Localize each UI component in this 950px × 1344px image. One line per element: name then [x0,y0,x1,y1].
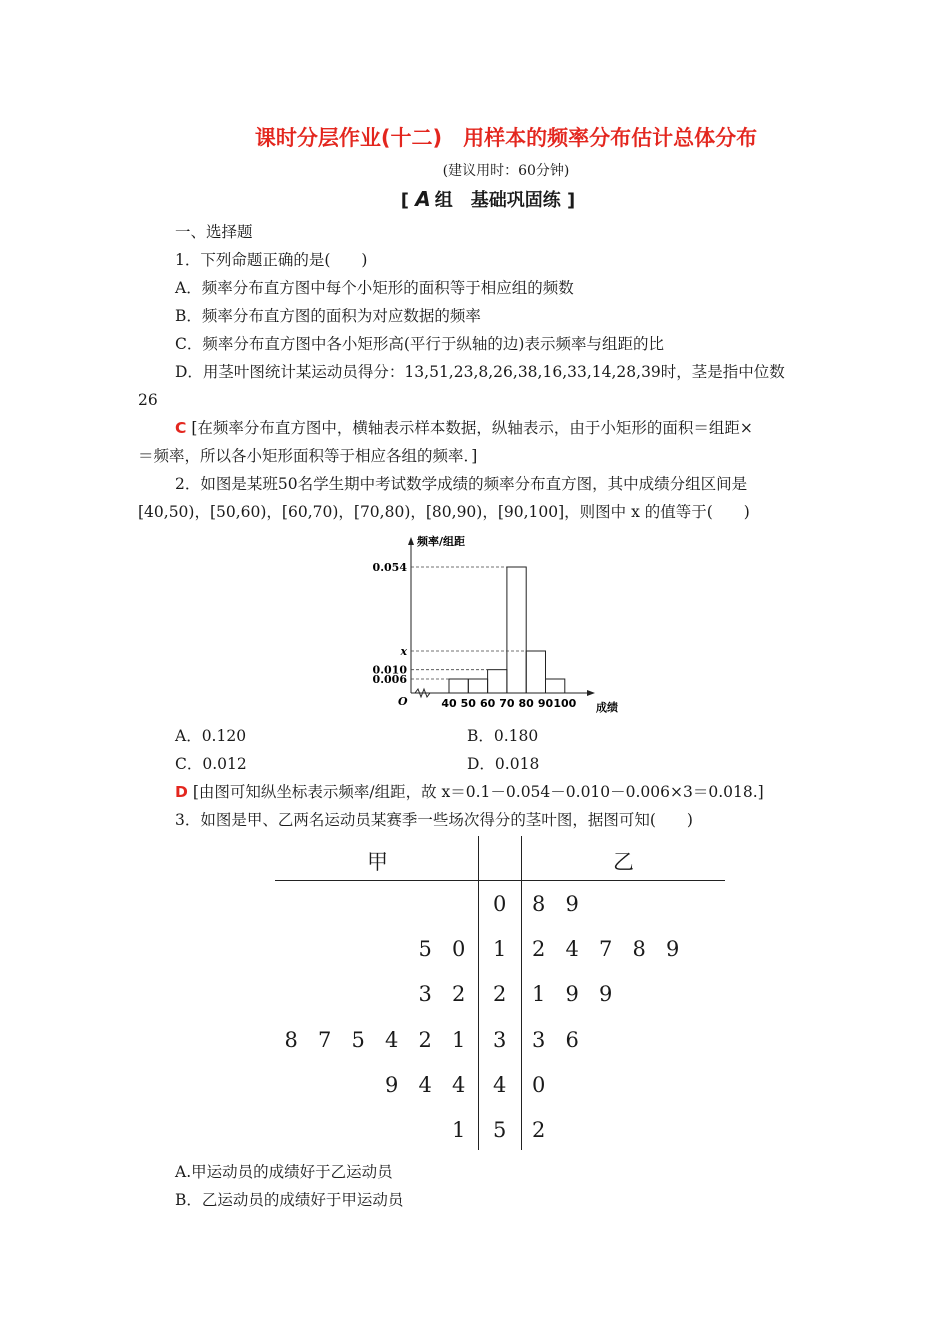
stem-leaf-stem: 3 [493,1028,507,1052]
stem-leaf-right-leaf: 9 [666,937,680,961]
q2-option-d: D．0.018 [467,755,540,773]
q3-option-a: A.甲运动员的成绩好于乙运动员 [175,1163,393,1181]
stem-leaf-header-rule [275,880,725,881]
stem-leaf-left-leaf: 8 [284,1028,298,1052]
histogram-bar [507,567,526,693]
stem-leaf-stem: 2 [493,982,507,1006]
section-label: 一、选择题 [175,223,253,241]
stem-leaf-right-leaf: 9 [565,892,579,916]
x-tick-label: 60 [479,697,496,710]
stem-leaf-left-leaf: 2 [452,982,466,1006]
x-tick-label: 70 [499,697,515,710]
q3-option-b: B．乙运动员的成绩好于甲运动员 [175,1191,404,1209]
stem-leaf-stem: 0 [493,892,507,916]
x-axis-arrow [587,690,595,696]
page-title: 课时分层作业(十二) 用样本的频率分布估计总体分布 [254,126,758,150]
q2-option-c: C．0.012 [175,755,247,773]
histogram-bar [488,670,507,693]
q1-option-d: D．用茎叶图统计某运动员得分：13,51,23,8,26,38,16,33,14,28,39时，茎是指中位数 [175,363,785,381]
histogram-bar [449,679,468,693]
q2-option-b: B．0.180 [467,727,539,745]
stem-leaf-left-leaf: 7 [318,1028,332,1052]
time-hint: (建议用时：60分钟) [442,163,570,179]
q1-option-b: B．频率分布直方图的面积为对应数据的频率 [175,307,481,325]
stem-leaf-left-leaf: 1 [452,1028,466,1052]
y-axis-label: 频率/组距 [417,535,466,548]
stem-leaf-left-leaf: 5 [351,1028,365,1052]
stem-leaf-divider-right [521,836,522,1150]
x-tick-label: 40 [441,697,457,710]
q1-explanation-cont: ＝频率，所以各小矩形面积等于相应各组的频率．] [138,447,478,465]
q2-option-a: A．0.120 [175,727,247,745]
stem-leaf-left-leaf: 9 [385,1073,399,1097]
q2-explanation: [由图可知纵坐标表示频率/组距，故 x＝0.1－0.054－0.010－0.006×3＝0.018.] [192,783,764,801]
y-tick-label: 0.006 [372,673,407,686]
stem-leaf-left-header: 甲 [367,850,388,874]
stem-leaf-right-leaf: 0 [532,1073,546,1097]
stem-leaf-left-leaf: 0 [452,937,466,961]
bracket-right: ] [567,190,576,211]
q1-option-c: C．频率分布直方图中各小矩形高(平行于纵轴的边)表示频率与组距的比 [175,335,664,353]
group-heading [0,186,950,212]
q2-answer [175,782,764,802]
y-tick-label: 0.054 [372,561,407,574]
histogram-bar [526,651,545,693]
x-axis-label: 成绩 [596,701,618,714]
stem-leaf-stem: 5 [493,1118,507,1142]
stem-leaf-left-leaf: 1 [452,1118,466,1142]
stem-leaf-left-leaf: 3 [418,982,432,1006]
origin-label: O [398,695,408,708]
y-axis-arrow [408,537,414,545]
stem-leaf-right-leaf: 8 [532,892,546,916]
q3-stem: 3．如图是甲、乙两名运动员某赛季一些场次得分的茎叶图，据图可知( ) [175,811,693,829]
stem-leaf-left-leaf: 5 [418,937,432,961]
stem-leaf-right-leaf: 6 [565,1028,579,1052]
x-tick-label: 100 [553,697,577,710]
q2-answer-letter: D [175,783,188,801]
q1-answer [175,418,753,438]
q2-stem-cont: [40,50)，[50,60)，[60,70)，[70,80)，[80,90)，[90,100]，则图中 x 的值等于( ) [138,503,750,521]
stem-leaf-right-leaf: 2 [532,937,546,961]
stem-leaf-stem: 1 [493,937,507,961]
q1-option-d-cont: 26 [138,391,158,409]
stem-leaf-right-leaf: 1 [532,982,546,1006]
stem-leaf-right-leaf: 8 [632,937,646,961]
stem-leaf-right-leaf: 9 [599,982,613,1006]
group-letter: A [415,187,431,211]
stem-leaf-right-leaf: 2 [532,1118,546,1142]
bracket-left: [ [400,190,409,211]
q1-option-a: A．频率分布直方图中每个小矩形的面积等于相应组的频数 [175,279,574,297]
q2-stem: 2．如图是某班50名学生期中考试数学成绩的频率分布直方图，其中成绩分组区间是 [175,475,748,493]
histogram-bar [546,679,565,693]
stem-leaf-right-header: 乙 [613,850,634,874]
frequency-histogram [365,525,625,720]
x-tick-label: 80 [518,697,534,710]
stem-leaf-divider-left [478,836,479,1150]
x-tick-label: 50 [460,697,476,710]
stem-leaf-left-leaf: 4 [385,1028,399,1052]
stem-leaf-right-leaf: 4 [565,937,579,961]
stem-leaf-left-leaf: 4 [418,1073,432,1097]
q1-explanation: [在频率分布直方图中，横轴表示样本数据，纵轴表示，由于小矩形的面积＝组距× [191,419,753,437]
stem-leaf-right-leaf: 3 [532,1028,546,1052]
stem-leaf-stem: 4 [493,1073,507,1097]
stem-leaf-right-leaf: 9 [565,982,579,1006]
stem-leaf-left-leaf: 4 [452,1073,466,1097]
q1-answer-letter: C [175,419,187,437]
histogram-bar [468,679,487,693]
group-label: 组 基础巩固练 [434,190,561,211]
y-tick-label: x [400,645,407,658]
y-tick-label: 0.010 [372,663,407,677]
q1-stem: 1．下列命题正确的是( ) [175,251,368,269]
stem-leaf-left-leaf: 2 [418,1028,432,1052]
x-tick-label: 90 [537,697,554,710]
stem-leaf-right-leaf: 7 [599,937,613,961]
